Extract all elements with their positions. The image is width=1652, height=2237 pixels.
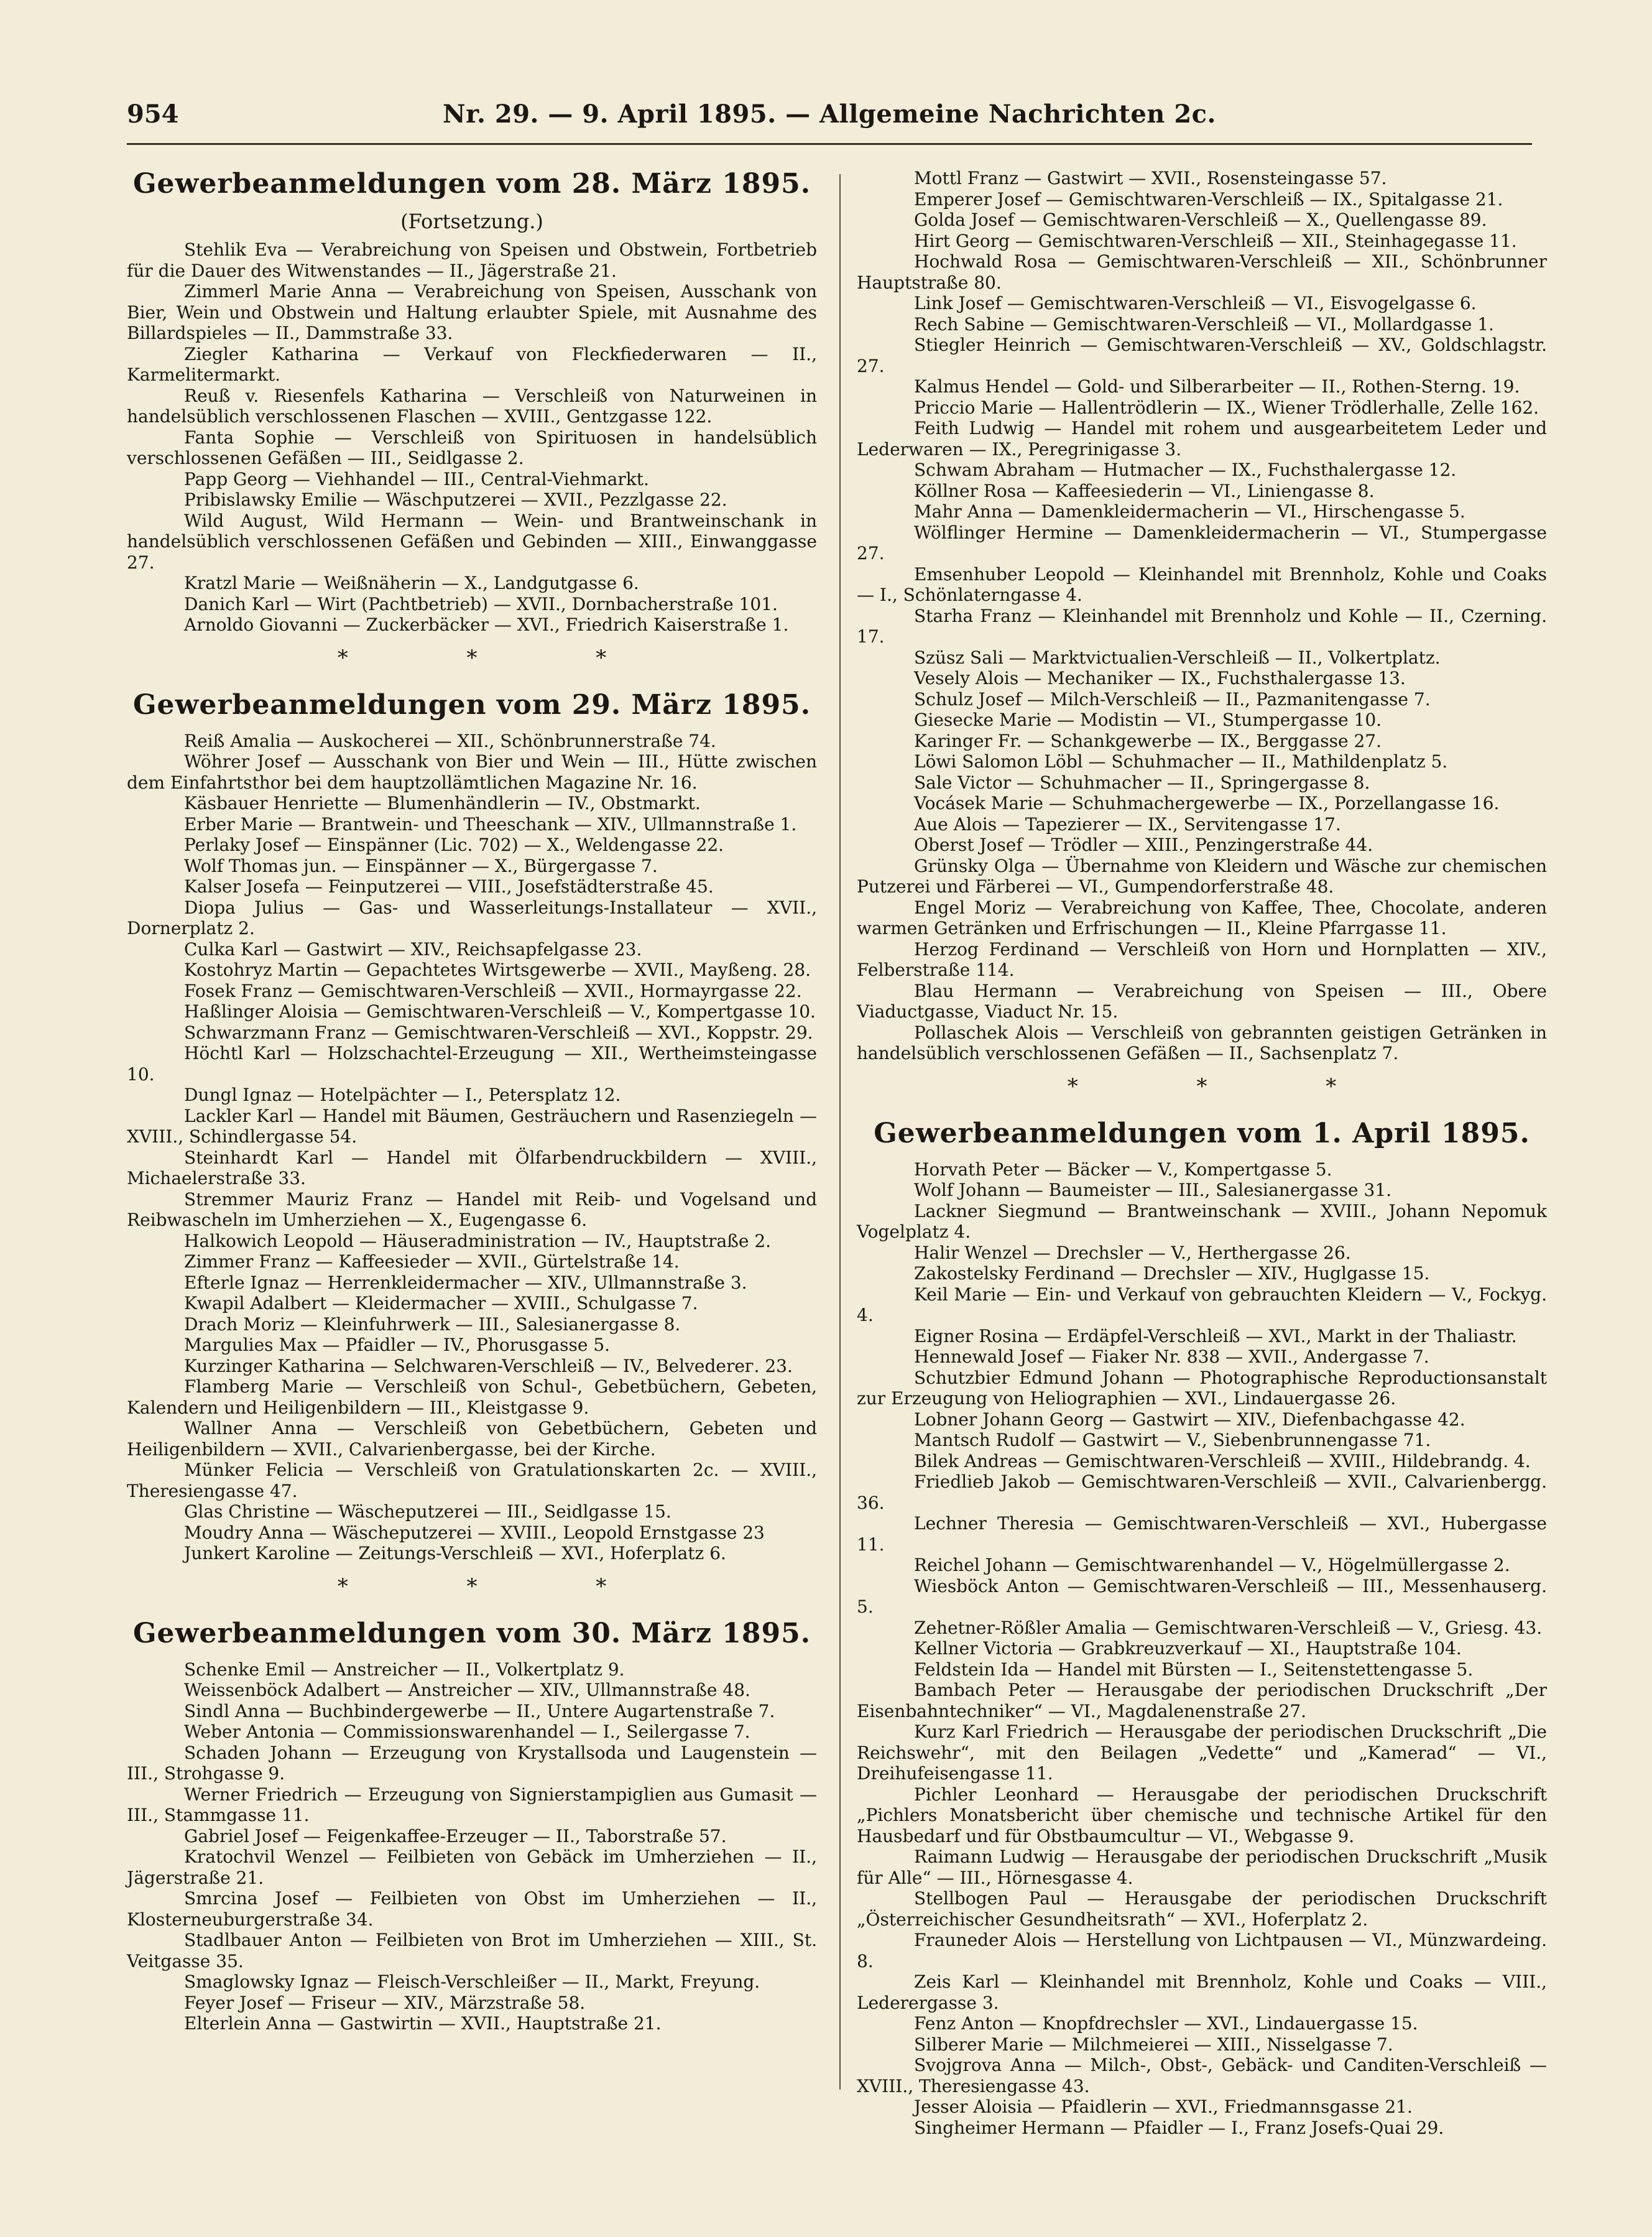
registration-entry: Priccio Marie — Hallentrödlerin — IX., Wiener Trödlerhalle, Zelle 162.: [914, 397, 1539, 418]
registration-entry: Fanta Sophie — Verschleiß von Spirituosen in handelsüblich verschlossenen Gefäßen — III., Seidlgasse 2.: [127, 427, 817, 468]
registration-entry: Münker Felicia — Verschleiß von Gratulationskarten 2c. — XVIII., Theresiengasse 47.: [127, 1460, 817, 1501]
registration-entry: Zehetner-Rößler Amalia — Gemischtwaren-Verschleiß — V., Griesg. 43.: [914, 1617, 1543, 1638]
registration-entry: Höchtl Karl — Holzschachtel-Erzeugung — XII., Wertheimsteingasse 10.: [127, 1043, 817, 1085]
registration-entry: Löwi Salomon Löbl — Schuhmacher — II., Mathildenplatz 5.: [914, 751, 1448, 772]
registration-entry: Hirt Georg — Gemischtwaren-Verschleiß — XII., Steinhagegasse 11.: [914, 230, 1517, 251]
registration-entry: Kurz Karl Friedrich — Herausgabe der periodischen Druckschrift „Die Reichswehr“, mit den Beilagen „Vedette“ und „Kamerad“ — VI., Dreihufeisengasse 11.: [857, 1721, 1547, 1784]
page-number: 954: [127, 100, 179, 129]
registration-entry: Schutzbier Edmund Johann — Photographische Reproductionsanstalt zur Erzeugung von Heliographien — XVI., Lindauergasse 26.: [857, 1367, 1547, 1409]
registration-entry: Fosek Franz — Gemischtwaren-Verschleiß — XVII., Hormayrgasse 22.: [184, 980, 802, 1001]
section-title-march-28: Gewerbeanmeldungen vom 28. März 1895.: [132, 168, 811, 200]
registration-entry: Wallner Anna — Verschleiß von Gebetbüchern, Gebeten und Heiligenbildern — XVII., Calvarienbergasse, bei der Kirche.: [127, 1418, 817, 1460]
registration-entry: Schaden Johann — Erzeugung von Krystallsoda und Laugenstein — III., Strohgasse 9.: [127, 1742, 817, 1784]
section-separator: * * *: [337, 645, 663, 670]
registration-entry: Fenz Anton — Knopfdrechsler — XVI., Lindauergasse 15.: [914, 2013, 1418, 2034]
registration-entry: Halkowich Leopold — Häuseradministration — IV., Hauptstraße 2.: [184, 1230, 772, 1251]
registration-entry: Vesely Alois — Mechaniker — IX., Fuchsthalergasse 13.: [914, 668, 1406, 688]
registration-entry: Mahr Anna — Damenkleidermacherin — VI., Hirschengasse 5.: [914, 501, 1465, 522]
registration-entry: Pribislawsky Emilie — Wäschputzerei — XVII., Pezzlgasse 22.: [184, 489, 727, 510]
registration-entry: Blau Hermann — Verabreichung von Speisen — III., Obere Viaductgasse, Viaduct Nr. 15.: [857, 980, 1547, 1022]
registration-entry: Werner Friedrich — Erzeugung von Signierstampiglien aus Gumasit — III., Stammgasse 11.: [127, 1784, 817, 1825]
registration-entry: Zimmerl Marie Anna — Verabreichung von Speisen, Ausschank von Bier, Wein und Obstwein und Haltung erlaubter Spiele, mit Ausnahme des Billardspieles — II., Dammstraße 33.: [127, 281, 817, 343]
registration-entry: Hennewald Josef — Fiaker Nr. 838 — XVII., Andergasse 7.: [914, 1346, 1429, 1367]
registration-entry: Reichel Johann — Gemischtwarenhandel — V., Högelmüllergasse 2.: [914, 1555, 1510, 1575]
registration-entry: Horvath Peter — Bäcker — V., Kompertgasse 5.: [914, 1159, 1332, 1180]
registration-entry: Smaglowsky Ignaz — Fleisch-Verschleißer — II., Markt, Freyung.: [184, 1971, 760, 1992]
registration-entry: Schenke Emil — Anstreicher — II., Volkertplatz 9.: [184, 1659, 625, 1680]
registration-entry: Reiß Amalia — Auskocherei — XII., Schönbrunnerstraße 74.: [184, 730, 716, 751]
registration-entry: Papp Georg — Viehhandel — III., Central-Viehmarkt.: [184, 468, 649, 489]
registration-entry: Diopa Julius — Gas- und Wasserleitungs-Installateur — XVII., Dornerplatz 2.: [127, 897, 817, 938]
registration-entry: Feith Ludwig — Handel mit rohem und ausgearbeitetem Leder und Lederwaren — IX., Peregrinigasse 3.: [857, 418, 1547, 460]
registration-entry: Lechner Theresia — Gemischtwaren-Verschleiß — XVI., Hubergasse 11.: [857, 1513, 1547, 1555]
registration-entry: Karinger Fr. — Schankgewerbe — IX., Berggasse 27.: [914, 730, 1382, 751]
registration-entry: Flamberg Marie — Verschleiß von Schul-, Gebetbüchern, Gebeten, Kalendern und Heiligenbildern — III., Kleistgasse 9.: [127, 1376, 817, 1418]
registration-entry: Pollaschek Alois — Verschleiß von gebrannten geistigen Getränken in handelsüblich verschlossenen Gefäßen — II., Sachsenplatz 7.: [857, 1022, 1547, 1063]
registration-entry: Emperer Josef — Gemischtwaren-Verschleiß — IX., Spitalgasse 21.: [914, 188, 1503, 210]
page-header: [127, 93, 1532, 137]
section-title-april-1: Gewerbeanmeldungen vom 1. April 1895.: [874, 1117, 1530, 1149]
registration-entry: Wolf Johann — Baumeister — III., Salesianergasse 31.: [914, 1180, 1392, 1200]
registration-entry: Svojgrova Anna — Milch-, Obst-, Gebäck- und Canditen-Verschleiß — XVIII., Theresiengasse 43.: [857, 2055, 1547, 2096]
registration-entry: Bambach Peter — Herausgabe der periodischen Druckschrift „Der Eisenbahntechniker“ — VI., Magdalenenstraße 27.: [857, 1680, 1547, 1721]
section-title-march-29: Gewerbeanmeldungen vom 29. März 1895.: [132, 688, 811, 721]
registration-entry: Stehlik Eva — Verabreichung von Speisen und Obstwein, Fortbetrieb für die Dauer des Witwenstandes — II., Jägerstraße 21.: [127, 239, 817, 281]
entry-list-march-29: [127, 731, 817, 1564]
registration-entry: Wölflinger Hermine — Damenkleidermacherin — VI., Stumpergasse 27.: [857, 522, 1547, 563]
registration-entry: Aue Alois — Tapezierer — IX., Servitengasse 17.: [914, 813, 1341, 835]
registration-entry: Halir Wenzel — Drechsler — V., Herthergasse 26.: [914, 1242, 1351, 1263]
registration-entry: Schwam Abraham — Hutmacher — IX., Fuchsthalergasse 12.: [914, 460, 1457, 480]
registration-entry: Lackler Karl — Handel mit Bäumen, Gesträuchern und Rasenziegeln — XVIII., Schindlergasse 54.: [127, 1105, 817, 1147]
registration-entry: Glas Christine — Wäscheputzerei — III., Seidlgasse 15.: [184, 1501, 671, 1522]
registration-entry: Margulies Max — Pfaidler — IV., Phorusgasse 5.: [184, 1335, 611, 1355]
entry-list-march-30: [127, 1659, 817, 2034]
right-column: [857, 168, 1547, 2138]
header-rule: [127, 143, 1532, 145]
registration-entry: Kalser Josefa — Feinputzerei — VIII., Josefstädterstraße 45.: [184, 876, 714, 897]
registration-entry: Herzog Ferdinand — Verschleiß von Horn und Hornplatten — XIV., Felberstraße 114.: [857, 938, 1547, 980]
registration-entry: Link Josef — Gemischtwaren-Verschleiß — VI., Eisvogelgasse 6.: [914, 293, 1477, 313]
registration-entry: Stadlbauer Anton — Feilbieten von Brot im Umherziehen — XIII., St. Veitgasse 35.: [127, 1930, 817, 1971]
registration-entry: Schwarzmann Franz — Gemischtwaren-Verschleiß — XVI., Koppstr. 29.: [184, 1022, 813, 1043]
registration-entry: Moudry Anna — Wäscheputzerei — XVIII., Leopold Ernstgasse 23: [184, 1522, 765, 1543]
registration-entry: Hochwald Rosa — Gemischtwaren-Verschleiß — XII., Schönbrunner Hauptstraße 80.: [857, 251, 1547, 293]
column-divider: [839, 174, 841, 2090]
registration-entry: Golda Josef — Gemischtwaren-Verschleiß — X., Quellengasse 89.: [914, 210, 1487, 230]
registration-entry: Pichler Leonhard — Herausgabe der periodischen Druckschrift „Pichlers Monatsbericht über chemische und technische Artikel für den Hausbedarf und für Obstbaumcultur — VI., Webgasse 9.: [857, 1784, 1547, 1846]
registration-entry: Eigner Rosina — Erdäpfel-Verschleiß — XVI., Markt in der Thaliastr.: [914, 1325, 1517, 1346]
registration-entry: Steinhardt Karl — Handel mit Ölfarbendruckbildern — XVIII., Michaelerstraße 33.: [127, 1147, 817, 1188]
registration-entry: Sindl Anna — Buchbindergewerbe — II., Untere Augartenstraße 7.: [184, 1700, 775, 1721]
registration-entry: Emsenhuber Leopold — Kleinhandel mit Brennholz, Kohle und Coaks — I., Schönlaterngasse 4.: [857, 563, 1547, 605]
registration-entry: Jesser Aloisia — Pfaidlerin — XVI., Friedmannsgasse 21.: [914, 2096, 1413, 2117]
registration-entry: Perlaky Josef — Einspänner (Lic. 702) — X., Weldengasse 22.: [184, 835, 724, 855]
registration-entry: Reuß v. Riesenfels Katharina — Verschleiß von Naturweinen in handelsüblich verschlossenen Flaschen — XVIII., Gentzgasse 122.: [127, 385, 817, 427]
registration-entry: Engel Moriz — Verabreichung von Kaffee, Thee, Chocolate, anderen warmen Getränken und Erfrischungen — II., Kleine Pfarrgasse 11.: [857, 897, 1547, 938]
registration-entry: Erber Marie — Brantwein- und Theeschank — XIV., Ullmannstraße 1.: [184, 813, 797, 835]
registration-entry: Silberer Marie — Milchmeierei — XIII., Nisselgasse 7.: [914, 2034, 1393, 2055]
registration-entry: Vocásek Marie — Schuhmachergewerbe — IX., Porzellangasse 16.: [914, 793, 1500, 813]
registration-entry: Zeis Karl — Kleinhandel mit Brennholz, Kohle und Coaks — VIII., Lederergasse 3.: [857, 1971, 1547, 2013]
registration-entry: Feldstein Ida — Handel mit Bürsten — I., Seitenstettengasse 5.: [914, 1659, 1474, 1680]
registration-entry: Singheimer Hermann — Pfaidler — I., Franz Josefs-Quai 29.: [914, 2117, 1444, 2138]
entry-list-march-28: [127, 239, 817, 636]
registration-entry: Bilek Andreas — Gemischtwaren-Verschleiß — XVIII., Hildebrandg. 4.: [914, 1450, 1531, 1471]
registration-entry: Grünsky Olga — Übernahme von Kleidern und Wäsche zur chemischen Putzerei und Färberei — VI., Gumpendorferstraße 48.: [857, 855, 1547, 897]
running-head: Nr. 29. — 9. April 1895. — Allgemeine Nachrichten 2c.: [443, 100, 1216, 129]
registration-entry: Wild August, Wild Hermann — Wein- und Brantweinschank in handelsüblich verschlossenen Gefäßen und Gebinden — XIII., Einwanggasse 27.: [127, 510, 817, 573]
registration-entry: Keil Marie — Ein- und Verkauf von gebrauchten Kleidern — V., Fockyg. 4.: [857, 1284, 1547, 1325]
registration-entry: Danich Karl — Wirt (Pachtbetrieb) — XVII., Dornbacherstraße 101.: [184, 593, 778, 614]
section-separator: * * *: [1067, 1073, 1393, 1099]
registration-entry: Szüsz Sali — Marktvictualien-Verschleiß — II., Volkertplatz.: [914, 647, 1441, 668]
registration-entry: Efterle Ignaz — Herrenkleidermacher — XIV., Ullmannstraße 3.: [184, 1272, 747, 1293]
registration-entry: Käsbauer Henriette — Blumenhändlerin — IV., Obstmarkt.: [184, 793, 701, 813]
registration-entry: Smrcina Josef — Feilbieten von Obst im Umherziehen — II., Klosterneuburgerstraße 34.: [127, 1888, 817, 1930]
registration-entry: Sale Victor — Schuhmacher — II., Springergasse 8.: [914, 772, 1370, 793]
registration-entry: Wolf Thomas jun. — Einspänner — X., Bürgergasse 7.: [184, 855, 658, 876]
registration-entry: Kalmus Hendel — Gold- und Silberarbeiter — II., Rothen-Sterng. 19.: [914, 376, 1520, 397]
registration-entry: Zimmer Franz — Kaffeesieder — XVII., Gürtelstraße 14.: [184, 1251, 680, 1272]
entry-list-march-30-continued: [857, 168, 1547, 1064]
registration-entry: Lobner Johann Georg — Gastwirt — XIV., Diefenbachgasse 42.: [914, 1409, 1465, 1430]
registration-entry: Ziegler Katharina — Verkauf von Fleckfiederwaren — II., Karmelitermarkt.: [127, 343, 817, 385]
registration-entry: Kratzl Marie — Weißnäherin — X., Landgutgasse 6.: [184, 573, 639, 593]
registration-entry: Dungl Ignaz — Hotelpächter — I., Petersplatz 12.: [184, 1085, 621, 1105]
registration-entry: Weber Antonia — Commissionswarenhandel — I., Seilergasse 7.: [184, 1721, 750, 1742]
registration-entry: Starha Franz — Kleinhandel mit Brennholz und Kohle — II., Czerning. 17.: [857, 605, 1547, 647]
registration-entry: Mottl Franz — Gastwirt — XVII., Rosensteingasse 57.: [914, 168, 1387, 188]
registration-entry: Stremmer Mauriz Franz — Handel mit Reib- und Vogelsand und Reibwascheln im Umherziehen — X., Eugengasse 6.: [127, 1188, 817, 1230]
registration-entry: Stellbogen Paul — Herausgabe der periodischen Druckschrift „Österreichischer Gesundheitsrath“ — XVI., Hoferplatz 2.: [857, 1888, 1547, 1930]
section-separator: * * *: [337, 1573, 663, 1599]
registration-entry: Frauneder Alois — Herstellung von Lichtpausen — VI., Münzwardeing. 8.: [857, 1930, 1547, 1971]
registration-entry: Oberst Josef — Trödler — XIII., Penzingerstraße 44.: [914, 835, 1373, 855]
continuation-note: (Fortsetzung.): [400, 210, 543, 233]
registration-entry: Weissenböck Adalbert — Anstreicher — XIV., Ullmannstraße 48.: [184, 1680, 750, 1700]
registration-entry: Wiesböck Anton — Gemischtwaren-Verschleiß — III., Messenhauserg. 5.: [857, 1575, 1547, 1617]
section-title-march-30: Gewerbeanmeldungen vom 30. März 1895.: [132, 1617, 811, 1649]
registration-entry: Elterlein Anna — Gastwirtin — XVII., Hauptstraße 21.: [184, 2013, 662, 2034]
registration-entry: Wöhrer Josef — Ausschank von Bier und Wein — III., Hütte zwischen dem Einfahrtsthor bei dem hauptzollämtlichen Magazine Nr. 16.: [127, 751, 817, 793]
registration-entry: Kostohryz Martin — Gepachtetes Wirtsgewerbe — XVII., Mayßeng. 28.: [184, 960, 811, 980]
registration-entry: Giesecke Marie — Modistin — VI., Stumpergasse 10.: [914, 710, 1382, 730]
registration-entry: Köllner Rosa — Kaffeesiederin — VI., Liniengasse 8.: [914, 480, 1375, 501]
registration-entry: Schulz Josef — Milch-Verschleiß — II., Pazmanitengasse 7.: [914, 688, 1431, 710]
entry-list-april-1: [857, 1159, 1547, 2139]
registration-entry: Kwapil Adalbert — Kleidermacher — XVIII., Schulgasse 7.: [184, 1293, 698, 1313]
registration-entry: Feyer Josef — Friseur — XIV., Märzstraße 58.: [184, 1992, 586, 2013]
registration-entry: Haßlinger Aloisia — Gemischtwaren-Verschleiß — V., Kompertgasse 10.: [184, 1001, 816, 1022]
registration-entry: Zakostelsky Ferdinand — Drechsler — XIV., Huglgasse 15.: [914, 1263, 1430, 1284]
registration-entry: Drach Moriz — Kleinfuhrwerk — III., Salesianergasse 8.: [184, 1313, 681, 1335]
registration-entry: Friedlieb Jakob — Gemischtwaren-Verschleiß — XVII., Calvarienbergg. 36.: [857, 1471, 1547, 1513]
registration-entry: Kellner Victoria — Grabkreuzverkauf — XI., Hauptstraße 104.: [914, 1638, 1462, 1659]
registration-entry: Junkert Karoline — Zeitungs-Verschleiß — XVI., Hoferplatz 6.: [184, 1543, 726, 1563]
registration-entry: Culka Karl — Gastwirt — XIV., Reichsapfelgasse 23.: [184, 938, 642, 960]
registration-entry: Mantsch Rudolf — Gastwirt — V., Siebenbrunnengasse 71.: [914, 1430, 1431, 1450]
registration-entry: Raimann Ludwig — Herausgabe der periodischen Druckschrift „Musik für Alle“ — III., Hörnesgasse 4.: [857, 1846, 1547, 1888]
registration-entry: Stiegler Heinrich — Gemischtwaren-Verschleiß — XV., Goldschlagstr. 27.: [857, 335, 1547, 376]
registration-entry: Kratochvil Wenzel — Feilbieten von Gebäck im Umherziehen — II., Jägerstraße 21.: [127, 1846, 817, 1888]
registration-entry: Lackner Siegmund — Brantweinschank — XVIII., Johann Nepomuk Vogelplatz 4.: [857, 1200, 1547, 1242]
registration-entry: Kurzinger Katharina — Selchwaren-Verschleiß — IV., Belvederег. 23.: [184, 1355, 793, 1376]
registration-entry: Arnoldo Giovanni — Zuckerbäcker — XVI., Friedrich Kaiserstraße 1.: [184, 614, 789, 635]
left-column: [127, 168, 817, 2034]
registration-entry: Rech Sabine — Gemischtwaren-Verschleiß — VI., Mollardgasse 1.: [914, 313, 1494, 335]
registration-entry: Gabriel Josef — Feigenkaffee-Erzeuger — II., Taborstraße 57.: [184, 1825, 727, 1846]
